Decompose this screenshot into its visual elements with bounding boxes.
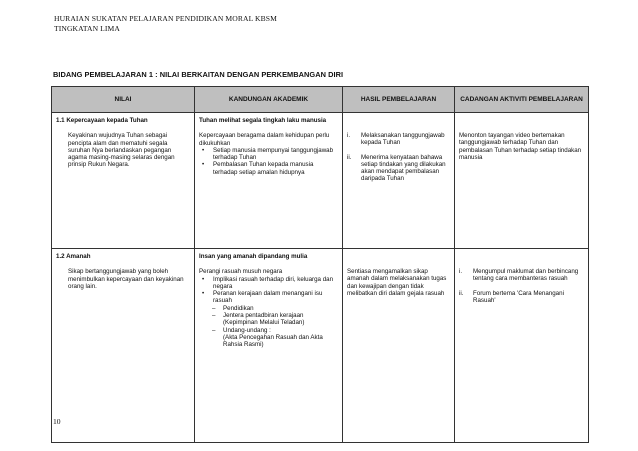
hasil-cell: [343, 113, 455, 249]
nilai-title: 1.1 Kepercayaan kepada Tuhan: [56, 117, 148, 124]
kandungan-intro: Perangi rasuah musuh negara: [199, 268, 283, 276]
cadangan-text: Menonton tayangan video bertemakan tanggungjawab terhadap Tuhan dan pembalasan Tuhan terhadap setiap tindakan manusia: [459, 132, 582, 161]
header-line-1: HURAIAN SUKATAN PELAJARAN PENDIDIKAN MORAL KBSM: [54, 14, 277, 23]
nilai-cell: [52, 113, 195, 249]
kandungan-cell: [195, 249, 343, 443]
table-header-row: [52, 87, 589, 113]
column-header-nilai: NILAI: [52, 87, 195, 113]
sub-note: (Kepimpinan Melalui Teladan): [223, 319, 305, 327]
nilai-title: 1.2 Amanah: [56, 253, 91, 260]
list-item: • Setiap manusia mempunyai tanggungjawab terhadap Tuhan: [199, 147, 338, 162]
nilai-description: Sikap bertanggungjawab yang boleh menimbulkan kepercayaan dan keyakinan orang lain.: [68, 268, 184, 290]
list-item: ii. Forum bertema 'Cara Menangani Rasuah': [459, 289, 564, 304]
sub-note: (Akta Pencegahan Rasuah dan Akta Rahsia Rasmi): [223, 333, 323, 349]
column-header-kandungan: KANDUNGAN AKADEMIK: [195, 87, 343, 113]
nilai-description: Keyakinan wujudnya Tuhan sebagai pencipta alam dan mematuhi segala suruhan Nya berlandaskan pegangan agama masing-masing selaras dengan prinsip Rukun Negara.: [68, 132, 175, 169]
list-item: – Pendidikan: [199, 305, 338, 312]
list-item: i. Mengumpul maklumat dan berbincang tentang cara membanteras rasuah: [459, 268, 579, 283]
hasil-text: Sentiasa mengamalkan sikap amanah dalam melaksanakan tugas dan kewajipan dengan tidak melibatkan diri dalam gejala rasuah: [347, 268, 447, 297]
kandungan-intro: Kepercayaan beragama dalam kehidupan perlu dikukuhkan: [199, 132, 330, 147]
section-title: BIDANG PEMBELAJARAN 1 : NILAI BERKAITAN DENGAN PERKEMBANGAN DIRI: [53, 70, 344, 79]
list-item: • Pembalasan Tuhan kepada manusia terhadap setiap amalan hidupnya: [199, 161, 338, 176]
document-header: [54, 14, 277, 33]
page-number: 10: [53, 417, 61, 426]
nilai-cell: [52, 249, 195, 443]
list-item: ii. Menerima kenyataan bahawa setiap tindakan yang dilakukan akan mendapat pembalasan daripada Tuhan: [347, 153, 446, 183]
table-row: [52, 113, 589, 249]
column-header-hasil: HASIL PEMBELAJARAN: [343, 87, 455, 113]
curriculum-table: [51, 86, 589, 443]
cadangan-cell: [455, 249, 589, 443]
list-item: – Undang-undang :: [199, 327, 338, 334]
kandungan-title: Tuhan melihat segala tingkah laku manusia: [199, 117, 327, 124]
list-item: – Jentera pentadbiran kerajaan: [199, 312, 338, 319]
list-item: i. Melaksanakan tanggungjawab kepada Tuhan: [347, 132, 445, 147]
table-row: [52, 249, 589, 443]
hasil-cell: [343, 249, 455, 443]
kandungan-cell: [195, 113, 343, 249]
kandungan-title: Insan yang amanah dipandang mulia: [199, 253, 308, 260]
column-header-cadangan: CADANGAN AKTIVITI PEMBELAJARAN: [455, 87, 589, 113]
cadangan-cell: [455, 113, 589, 249]
list-item: • Peranan kerajaan dalam menangani isu rasuah: [199, 290, 338, 305]
header-line-2: TINGKATAN LIMA: [54, 23, 120, 33]
list-item: • Implikasi rasuah terhadap diri, keluarga dan negara: [199, 276, 338, 291]
